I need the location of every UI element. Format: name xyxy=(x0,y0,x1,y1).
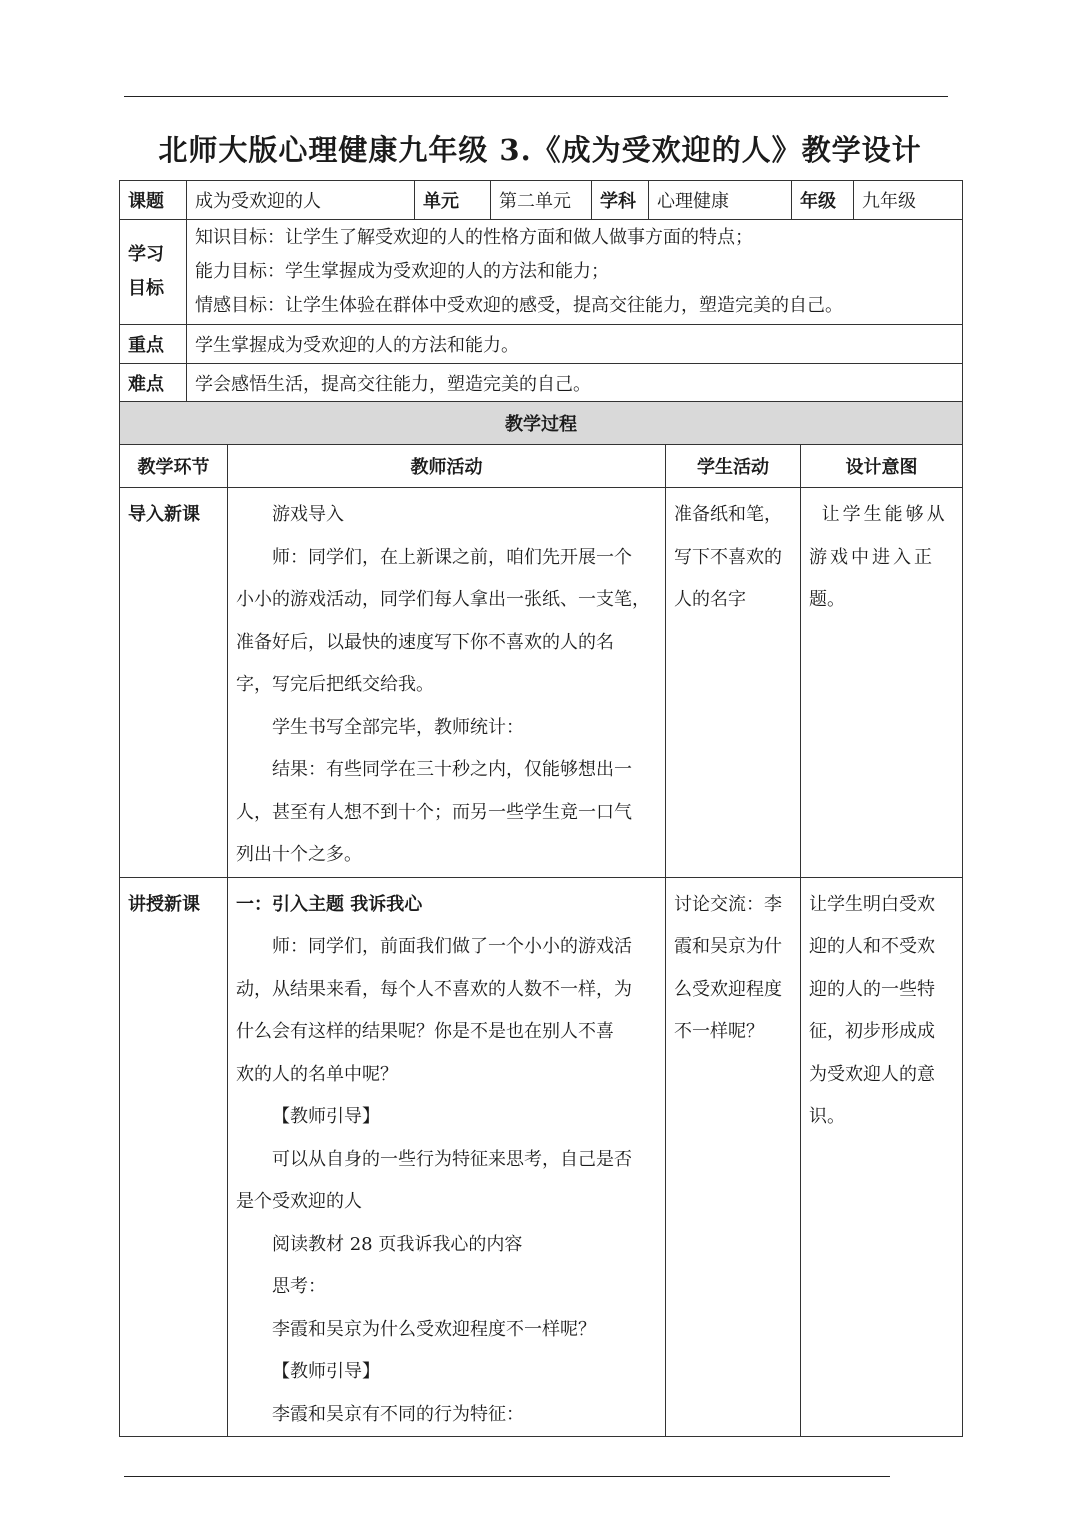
topic-value: 成为受欢迎的人 xyxy=(187,181,415,220)
key-label: 重点 xyxy=(120,325,187,364)
teacher-line: 思考： xyxy=(272,1276,326,1297)
teacher-line: 动，从结果来看，每个人不喜欢的人数不一样，为 xyxy=(236,978,632,1000)
goals-label-line: 目标 xyxy=(128,278,164,299)
teacher-line: 一：引入主题 我诉我心 xyxy=(236,893,423,915)
stage-label: 讲授新课 xyxy=(128,893,200,915)
intent-line: 征，初步形成成 xyxy=(809,1021,935,1042)
difficulty-label: 难点 xyxy=(120,364,187,403)
topic-label: 课题 xyxy=(120,181,187,220)
stage-label: 导入新课 xyxy=(128,504,200,525)
teacher-line: 李霞和吴京有不同的行为特征： xyxy=(272,1403,524,1425)
info-table xyxy=(119,180,963,403)
header-rule xyxy=(124,96,948,97)
design-intent-intro xyxy=(801,488,963,878)
subject-value: 心理健康 xyxy=(649,181,792,220)
unit-label: 单元 xyxy=(415,181,491,220)
teacher-line: 李霞和吴京为什么受欢迎程度不一样呢？ xyxy=(272,1318,596,1340)
student-line: 人的名字 xyxy=(674,589,746,610)
intent-line: 迎的人的一些特 xyxy=(809,978,935,1000)
teacher-line: 是个受欢迎的人 xyxy=(236,1191,362,1212)
intent-line: 迎的人和不受欢 xyxy=(809,936,935,957)
teacher-line: 可以从自身的一些行为特征来思考，自己是否 xyxy=(272,1148,632,1170)
teacher-activity-teaching xyxy=(228,877,666,1437)
footer-rule xyxy=(124,1476,890,1477)
intent-line: 游戏中进入正 xyxy=(809,546,935,568)
teacher-line: 列出十个之多。 xyxy=(236,844,362,865)
student-activity-intro xyxy=(666,488,801,878)
student-activity-teaching xyxy=(666,877,801,1437)
design-intent-teaching xyxy=(801,877,963,1437)
goals-cell xyxy=(187,220,963,325)
teacher-line: 准备好后，以最快的速度写下你不喜欢的人的名 xyxy=(236,631,614,653)
difficulty-value: 学会感悟生活，提高交往能力，塑造完美的自己。 xyxy=(187,364,963,403)
stage-intro xyxy=(120,488,228,878)
header-stage: 教学环节 xyxy=(120,445,228,488)
page-title: 北师大版心理健康九年级 3.《成为受欢迎的人》教学设计 xyxy=(158,133,922,167)
intent-line: 识。 xyxy=(809,1106,845,1127)
teacher-line: 游戏导入 xyxy=(272,504,344,525)
student-line: 么受欢迎程度 xyxy=(674,978,782,1000)
teacher-line: 【教师引导】 xyxy=(272,1361,380,1382)
subject-label: 学科 xyxy=(592,181,649,220)
unit-value: 第二单元 xyxy=(491,181,592,220)
grade-value: 九年级 xyxy=(854,181,963,220)
intent-line: 让学生明白受欢 xyxy=(809,893,935,915)
teacher-line: 师：同学们，在上新课之前，咱们先开展一个 xyxy=(272,546,632,568)
student-line: 不一样呢？ xyxy=(674,1021,764,1042)
student-line: 讨论交流：李 xyxy=(674,893,782,915)
goals-label xyxy=(120,220,187,325)
student-line: 写下不喜欢的 xyxy=(674,546,782,568)
teacher-line: 师：同学们，前面我们做了一个小小的游戏活 xyxy=(272,936,632,957)
stage-teaching xyxy=(120,877,228,1437)
teacher-line: 小小的游戏活动，同学们每人拿出一张纸、一支笔， xyxy=(236,589,650,610)
teacher-line: 什么会有这样的结果呢？你是不是也在别人不喜 xyxy=(236,1021,614,1042)
section-title: 教学过程 xyxy=(120,402,963,445)
teacher-line: 【教师引导】 xyxy=(272,1106,380,1127)
header-intent: 设计意图 xyxy=(801,445,963,488)
teacher-line: 阅读教材 28 页我诉我心的内容 xyxy=(272,1233,523,1255)
grade-label: 年级 xyxy=(792,181,854,220)
goal-emotion: 情感目标：让学生体验在群体中受欢迎的感受，提高交往能力，塑造完美的自己。 xyxy=(195,295,843,316)
student-line: 霞和吴京为什 xyxy=(674,936,782,957)
teacher-line: 字，写完后把纸交给我。 xyxy=(236,674,434,695)
intent-line: 为受欢迎人的意 xyxy=(809,1063,935,1085)
teacher-line: 学生书写全部完毕，教师统计： xyxy=(272,716,524,738)
teacher-line: 欢的人的名单中呢？ xyxy=(236,1063,398,1085)
key-value: 学生掌握成为受欢迎的人的方法和能力。 xyxy=(187,325,963,364)
goal-ability: 能力目标：学生掌握成为受欢迎的人的方法和能力； xyxy=(195,261,609,282)
goal-knowledge: 知识目标：让学生了解受欢迎的人的性格方面和做人做事方面的特点； xyxy=(195,227,753,248)
intent-line: 让学生能够从 xyxy=(821,504,948,525)
goals-label-line: 学习 xyxy=(128,244,164,265)
teacher-line: 人，甚至有人想不到十个；而另一些学生竟一口气 xyxy=(236,801,632,823)
intent-line: 题。 xyxy=(809,589,845,610)
process-table xyxy=(119,401,963,1437)
teacher-activity-intro xyxy=(228,488,666,878)
header-teacher: 教师活动 xyxy=(228,445,666,488)
header-student: 学生活动 xyxy=(666,445,801,488)
student-line: 准备纸和笔， xyxy=(674,504,782,525)
teacher-line: 结果：有些同学在三十秒之内，仅能够想出一 xyxy=(272,759,632,780)
